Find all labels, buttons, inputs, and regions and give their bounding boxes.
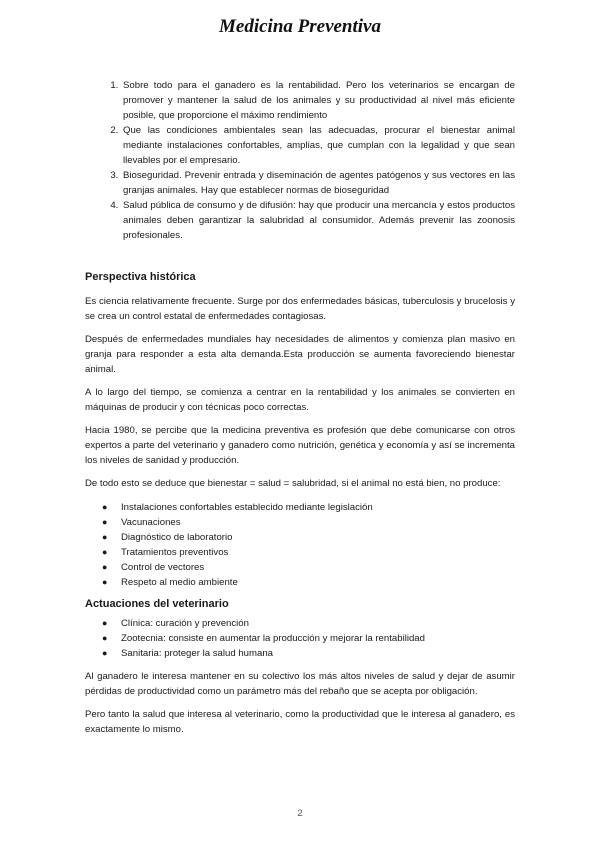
paragraph: A lo largo del tiempo, se comienza a centrar en la rentabilidad y los animales se convierten en máquinas de producir y con técnicas poco correctas. <box>85 387 515 413</box>
bullet-icon: ● <box>102 532 108 542</box>
paragraph: Al ganadero le interesa mantener en su colectivo los más altos niveles de salud y dejar de asumir pérdidas de productividad como un parámetro más del rebaño que se acepta por obligación. <box>85 671 515 697</box>
list-item: ● Diagnóstico de laboratorio <box>102 532 233 543</box>
section-heading-historia: Perspectiva histórica <box>85 271 196 283</box>
bullet-icon: ● <box>102 633 108 643</box>
objectives-list <box>85 78 515 243</box>
list-item: ● Respeto al medio ambiente <box>102 577 238 588</box>
paragraph: Hacia 1980, se percibe que la medicina preventiva es profesión que debe comunicarse con otros expertos a parte del veterinario y ganadero como nutrición, genética y economía y así se incrementa los niveles de sanidad y producción. <box>85 425 515 466</box>
section-heading-actuaciones: Actuaciones del veterinario <box>85 598 229 610</box>
bullet-icon: ● <box>102 562 108 572</box>
actuaciones-bullet-list <box>85 616 515 661</box>
bullet-icon: ● <box>102 648 108 658</box>
paragraph: Pero tanto la salud que interesa al veterinario, como la productividad que le interesa al ganadero, es exactamente lo mismo. <box>85 709 515 735</box>
bullet-icon: ● <box>102 517 108 527</box>
list-item: 2. Que las condiciones ambientales sean las adecuadas, procurar el bienestar animal mediante instalaciones confortables, amplias, que cumplan con la legalidad y que sean llevables por el empresario. <box>121 123 515 168</box>
wellbeing-bullet-list <box>85 500 515 590</box>
paragraph: Después de enfermedades mundiales hay necesidades de alimentos y comienza plan masivo en granja para responder a esta alta demanda.Esta producción se aumenta favoreciendo bienestar animal. <box>85 334 515 375</box>
list-item: ● Zootecnia: consiste en aumentar la producción y mejorar la rentabilidad <box>102 633 425 644</box>
page-title: Medicina Preventiva <box>219 16 381 37</box>
list-item: 1. Sobre todo para el ganadero es la rentabilidad. Pero los veterinarios se encargan de promover y mantener la salud de los animales y su productividad al nivel más eficiente posible, que proporcione el máximo rendimiento <box>121 78 515 123</box>
list-item: ● Instalaciones confortables establecido mediante legislación <box>102 502 373 513</box>
list-item: ● Control de vectores <box>102 562 205 573</box>
bullet-icon: ● <box>102 547 108 557</box>
bullet-icon: ● <box>102 502 108 512</box>
list-item: 4. Salud pública de consumo y de difusión: hay que producir una mercancía y estos productos animales deben garantizar la salubridad al consumidor. Además prevenir las zoonosis profesionales. <box>121 198 515 243</box>
bullet-icon: ● <box>102 618 108 628</box>
bullet-icon: ● <box>102 577 108 587</box>
list-item: 3. Bioseguridad. Prevenir entrada y diseminación de agentes patógenos y sus vectores en las granjas animales. Hay que establecer normas de bioseguridad <box>121 168 515 198</box>
list-item: ● Sanitaria: proteger la salud humana <box>102 648 273 659</box>
list-item: ● Clínica: curación y prevención <box>102 618 249 629</box>
document-body <box>85 78 515 737</box>
list-item: ● Vacunaciones <box>102 517 181 528</box>
page-number: 2 <box>297 808 303 819</box>
list-item: ● Tratamientos preventivos <box>102 547 229 558</box>
paragraph: Es ciencia relativamente frecuente. Surge por dos enfermedades básicas, tuberculosis y brucelosis y se crea un control estatal de enfermedades contagiosas. <box>85 296 515 322</box>
paragraph: De todo esto se deduce que bienestar = salud = salubridad, si el animal no está bien, no produce: <box>85 478 501 489</box>
